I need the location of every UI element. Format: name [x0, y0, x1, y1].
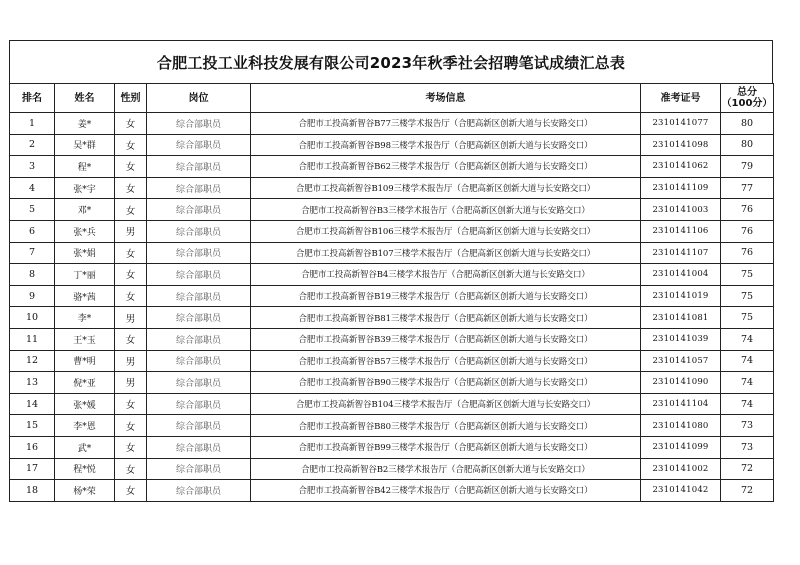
table-row — [10, 199, 774, 221]
rank-cell: 2 — [10, 134, 55, 156]
ticket-number-cell: 2310141002 — [641, 458, 721, 480]
rank-cell: 6 — [10, 220, 55, 242]
ticket-number-cell: 2310141039 — [641, 328, 721, 350]
table-row — [10, 480, 774, 502]
name-cell: 张*兵 — [55, 220, 115, 242]
venue-cell: 合肥市工投高新智谷B107三楼学术报告厅（合肥高新区创新大道与长安路交口） — [251, 242, 641, 264]
score-cell: 76 — [721, 199, 774, 221]
gender-cell: 女 — [115, 393, 147, 415]
table-row — [10, 134, 774, 156]
name-cell: 姜* — [55, 113, 115, 135]
venue-cell: 合肥市工投高新智谷B19三楼学术报告厅（合肥高新区创新大道与长安路交口） — [251, 285, 641, 307]
document-title: 合肥工投工业科技发展有限公司2023年秋季社会招聘笔试成绩汇总表 — [9, 40, 773, 83]
table-row — [10, 264, 774, 286]
score-cell: 79 — [721, 156, 774, 178]
table-row — [10, 415, 774, 437]
post-cell: 综合部职员 — [147, 242, 251, 264]
header-ticket: 准考证号 — [641, 84, 721, 113]
post-cell: 综合部职员 — [147, 134, 251, 156]
ticket-number-cell: 2310141106 — [641, 220, 721, 242]
name-cell: 张*媛 — [55, 393, 115, 415]
gender-cell: 女 — [115, 177, 147, 199]
table-row — [10, 156, 774, 178]
post-cell: 综合部职员 — [147, 436, 251, 458]
rank-cell: 3 — [10, 156, 55, 178]
rank-cell: 17 — [10, 458, 55, 480]
venue-cell: 合肥市工投高新智谷B99三楼学术报告厅（合肥高新区创新大道与长安路交口） — [251, 436, 641, 458]
table-row — [10, 458, 774, 480]
name-cell: 张*宇 — [55, 177, 115, 199]
ticket-number-cell: 2310141003 — [641, 199, 721, 221]
ticket-number-cell: 2310141077 — [641, 113, 721, 135]
gender-cell: 女 — [115, 199, 147, 221]
post-cell: 综合部职员 — [147, 199, 251, 221]
venue-cell: 合肥市工投高新智谷B42三楼学术报告厅（合肥高新区创新大道与长安路交口） — [251, 480, 641, 502]
table-row — [10, 242, 774, 264]
header-name: 姓名 — [55, 84, 115, 113]
gender-cell: 女 — [115, 134, 147, 156]
score-cell: 72 — [721, 458, 774, 480]
score-cell: 73 — [721, 436, 774, 458]
venue-cell: 合肥市工投高新智谷B39三楼学术报告厅（合肥高新区创新大道与长安路交口） — [251, 328, 641, 350]
score-sheet — [9, 40, 773, 502]
venue-cell: 合肥市工投高新智谷B98三楼学术报告厅（合肥高新区创新大道与长安路交口） — [251, 134, 641, 156]
venue-cell: 合肥市工投高新智谷B2三楼学术报告厅（合肥高新区创新大道与长安路交口） — [251, 458, 641, 480]
post-cell: 综合部职员 — [147, 264, 251, 286]
rank-cell: 10 — [10, 307, 55, 329]
name-cell: 倪*亚 — [55, 372, 115, 394]
table-row — [10, 436, 774, 458]
score-cell: 74 — [721, 350, 774, 372]
name-cell: 杨*荣 — [55, 480, 115, 502]
venue-cell: 合肥市工投高新智谷B106三楼学术报告厅（合肥高新区创新大道与长安路交口） — [251, 220, 641, 242]
venue-cell: 合肥市工投高新智谷B77三楼学术报告厅（合肥高新区创新大道与长安路交口） — [251, 113, 641, 135]
table-row — [10, 285, 774, 307]
ticket-number-cell: 2310141080 — [641, 415, 721, 437]
gender-cell: 女 — [115, 242, 147, 264]
header-score-unit: （100分） — [721, 98, 773, 109]
score-cell: 75 — [721, 307, 774, 329]
post-cell: 综合部职员 — [147, 177, 251, 199]
gender-cell: 男 — [115, 307, 147, 329]
gender-cell: 女 — [115, 285, 147, 307]
rank-cell: 8 — [10, 264, 55, 286]
rank-cell: 4 — [10, 177, 55, 199]
ticket-number-cell: 2310141107 — [641, 242, 721, 264]
rank-cell: 1 — [10, 113, 55, 135]
rank-cell: 9 — [10, 285, 55, 307]
rank-cell: 14 — [10, 393, 55, 415]
name-cell: 曹*明 — [55, 350, 115, 372]
table-row — [10, 372, 774, 394]
header-score — [721, 84, 774, 113]
table-row — [10, 307, 774, 329]
name-cell: 丁*丽 — [55, 264, 115, 286]
name-cell: 程*悦 — [55, 458, 115, 480]
rank-cell: 11 — [10, 328, 55, 350]
venue-cell: 合肥市工投高新智谷B57三楼学术报告厅（合肥高新区创新大道与长安路交口） — [251, 350, 641, 372]
score-cell: 76 — [721, 242, 774, 264]
table-row — [10, 393, 774, 415]
ticket-number-cell: 2310141081 — [641, 307, 721, 329]
gender-cell: 男 — [115, 220, 147, 242]
venue-cell: 合肥市工投高新智谷B81三楼学术报告厅（合肥高新区创新大道与长安路交口） — [251, 307, 641, 329]
venue-cell: 合肥市工投高新智谷B104三楼学术报告厅（合肥高新区创新大道与长安路交口） — [251, 393, 641, 415]
name-cell: 吴*群 — [55, 134, 115, 156]
rank-cell: 12 — [10, 350, 55, 372]
rank-cell: 16 — [10, 436, 55, 458]
table-row — [10, 328, 774, 350]
name-cell: 王*玉 — [55, 328, 115, 350]
score-cell: 75 — [721, 285, 774, 307]
post-cell: 综合部职员 — [147, 458, 251, 480]
venue-cell: 合肥市工投高新智谷B90三楼学术报告厅（合肥高新区创新大道与长安路交口） — [251, 372, 641, 394]
header-gender: 性别 — [115, 84, 147, 113]
gender-cell: 男 — [115, 372, 147, 394]
post-cell: 综合部职员 — [147, 220, 251, 242]
gender-cell: 女 — [115, 328, 147, 350]
ticket-number-cell: 2310141057 — [641, 350, 721, 372]
gender-cell: 男 — [115, 350, 147, 372]
venue-cell: 合肥市工投高新智谷B80三楼学术报告厅（合肥高新区创新大道与长安路交口） — [251, 415, 641, 437]
table-body — [10, 113, 774, 502]
post-cell: 综合部职员 — [147, 328, 251, 350]
post-cell: 综合部职员 — [147, 156, 251, 178]
gender-cell: 女 — [115, 480, 147, 502]
score-cell: 80 — [721, 113, 774, 135]
ticket-number-cell: 2310141019 — [641, 285, 721, 307]
table-row — [10, 220, 774, 242]
ticket-number-cell: 2310141042 — [641, 480, 721, 502]
ticket-number-cell: 2310141004 — [641, 264, 721, 286]
rank-cell: 5 — [10, 199, 55, 221]
gender-cell: 女 — [115, 113, 147, 135]
name-cell: 邓* — [55, 199, 115, 221]
post-cell: 综合部职员 — [147, 415, 251, 437]
name-cell: 程* — [55, 156, 115, 178]
venue-cell: 合肥市工投高新智谷B3三楼学术报告厅（合肥高新区创新大道与长安路交口） — [251, 199, 641, 221]
header-rank: 排名 — [10, 84, 55, 113]
ticket-number-cell: 2310141109 — [641, 177, 721, 199]
table-row — [10, 113, 774, 135]
post-cell: 综合部职员 — [147, 480, 251, 502]
gender-cell: 女 — [115, 264, 147, 286]
venue-cell: 合肥市工投高新智谷B4三楼学术报告厅（合肥高新区创新大道与长安路交口） — [251, 264, 641, 286]
score-cell: 74 — [721, 372, 774, 394]
header-post: 岗位 — [147, 84, 251, 113]
post-cell: 综合部职员 — [147, 393, 251, 415]
score-cell: 75 — [721, 264, 774, 286]
score-cell: 77 — [721, 177, 774, 199]
score-cell: 73 — [721, 415, 774, 437]
score-table — [9, 83, 774, 502]
gender-cell: 女 — [115, 156, 147, 178]
post-cell: 综合部职员 — [147, 307, 251, 329]
rank-cell: 13 — [10, 372, 55, 394]
name-cell: 武* — [55, 436, 115, 458]
gender-cell: 女 — [115, 458, 147, 480]
score-cell: 72 — [721, 480, 774, 502]
ticket-number-cell: 2310141090 — [641, 372, 721, 394]
header-score-title: 总分 — [737, 87, 757, 98]
venue-cell: 合肥市工投高新智谷B109三楼学术报告厅（合肥高新区创新大道与长安路交口） — [251, 177, 641, 199]
score-cell: 80 — [721, 134, 774, 156]
rank-cell: 15 — [10, 415, 55, 437]
gender-cell: 女 — [115, 415, 147, 437]
ticket-number-cell: 2310141104 — [641, 393, 721, 415]
name-cell: 骆*茜 — [55, 285, 115, 307]
table-row — [10, 177, 774, 199]
ticket-number-cell: 2310141099 — [641, 436, 721, 458]
venue-cell: 合肥市工投高新智谷B62三楼学术报告厅（合肥高新区创新大道与长安路交口） — [251, 156, 641, 178]
score-cell: 74 — [721, 393, 774, 415]
post-cell: 综合部职员 — [147, 350, 251, 372]
name-cell: 李* — [55, 307, 115, 329]
post-cell: 综合部职员 — [147, 372, 251, 394]
rank-cell: 7 — [10, 242, 55, 264]
name-cell: 李*恩 — [55, 415, 115, 437]
header-venue: 考场信息 — [251, 84, 641, 113]
score-cell: 76 — [721, 220, 774, 242]
post-cell: 综合部职员 — [147, 285, 251, 307]
post-cell: 综合部职员 — [147, 113, 251, 135]
ticket-number-cell: 2310141062 — [641, 156, 721, 178]
table-row — [10, 350, 774, 372]
gender-cell: 女 — [115, 436, 147, 458]
table-header-row — [10, 84, 774, 113]
ticket-number-cell: 2310141098 — [641, 134, 721, 156]
name-cell: 张*娟 — [55, 242, 115, 264]
rank-cell: 18 — [10, 480, 55, 502]
score-cell: 74 — [721, 328, 774, 350]
